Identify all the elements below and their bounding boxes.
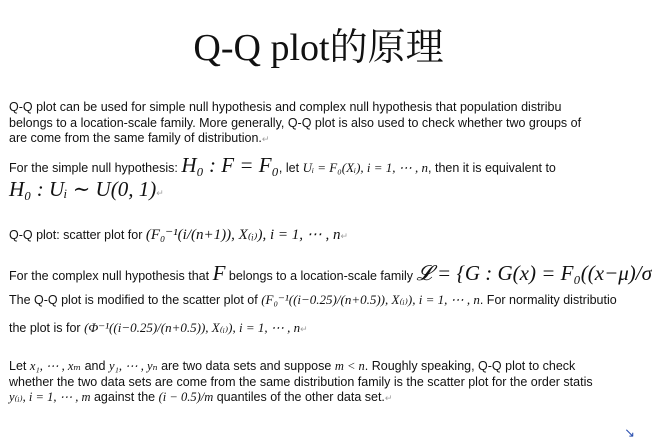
para1-line1: Q-Q plot can be used for simple null hypothesis and complex null hypothesis that population distribu — [9, 100, 562, 114]
para1-line3-text: are come from the same family of distribution. — [9, 131, 262, 145]
para7-let: Let — [9, 359, 27, 373]
para6 — [9, 320, 308, 337]
para6-lead: the plot is for — [9, 321, 81, 335]
family-formula: 𝓛 = {G : G(x) = F₀((x−μ)/σ — [416, 261, 652, 285]
para7-line3tail: quantiles of the other data set. — [216, 390, 385, 404]
order-stat: y₍ᵢ₎, i = 1, ⋯ , m — [9, 390, 91, 404]
return-mark: ↵ — [384, 393, 393, 403]
qq-formula: (F₀⁻¹(i/(n+1)), X₍ᵢ₎), i = 1, ⋯ , n — [145, 227, 341, 243]
para4-mid: belongs to a location-scale family — [228, 269, 414, 283]
para7-line3 — [9, 390, 392, 406]
para2-lead: For the simple null hypothesis: — [9, 161, 178, 175]
para7-line1 — [9, 359, 575, 374]
para5 — [9, 292, 617, 308]
para2-line1 — [9, 153, 556, 177]
ui-formula: Uᵢ = F₀(Xᵢ), i = 1, ⋯ , n — [302, 160, 429, 175]
x-series: x₁, ⋯ , xₘ — [29, 359, 82, 373]
quantile-formula: (i − 0.5)/m — [158, 390, 214, 404]
slide-corner-arrow-icon[interactable]: ↘ — [624, 425, 635, 440]
para2-line2 — [9, 177, 164, 201]
slide-title: Q-Q plot的原理 — [193, 27, 444, 69]
f-symbol: F — [212, 261, 226, 285]
para4-lead: For the complex null hypothesis that — [9, 269, 210, 283]
para1-line3 — [9, 131, 269, 147]
return-mark: ↵ — [340, 231, 349, 241]
para5-lead: The Q-Q plot is modified to the scatter plot of — [9, 293, 258, 307]
return-mark: ↵ — [156, 188, 164, 198]
para7-tail: . Roughly speaking, Q-Q plot to check — [364, 359, 576, 373]
para7-line2: whether the two data sets are come from the same distribution family is the scatter plot for the order statis — [9, 375, 593, 389]
para1-line2: belongs to a location-scale family. More generally, Q-Q plot is also used to check whether two groups of — [9, 116, 582, 130]
para3-lead: Q-Q plot: scatter plot for — [9, 228, 143, 242]
para2-tail: , then it is equivalent to — [428, 161, 556, 175]
para7-and: and — [84, 359, 106, 373]
para3 — [9, 228, 348, 244]
h0u-formula: H₀ : Uᵢ ∼ U(0, 1) — [9, 177, 157, 201]
m-less-n: m < n — [334, 359, 365, 373]
para5-tail: . For normality distributio — [479, 293, 617, 307]
para2-let: , let — [278, 161, 300, 175]
y-series: y₁, ⋯ , yₙ — [108, 359, 158, 373]
para7-against: against the — [93, 390, 156, 404]
normality-formula: (Φ⁻¹((i−0.25)/(n+0.5)), X₍ᵢ₎), i = 1, ⋯ , n — [84, 320, 301, 335]
modified-formula: (F₀⁻¹((i−0.25)/(n+0.5)), X₍ᵢ₎), i = 1, ⋯ , n — [261, 292, 480, 307]
return-mark: ↵ — [261, 134, 270, 144]
h0-formula: H₀ : F = F₀ — [181, 153, 279, 177]
para7-suppose: are two data sets and suppose — [161, 359, 332, 373]
para4 — [9, 261, 652, 285]
return-mark: ↵ — [300, 324, 308, 334]
